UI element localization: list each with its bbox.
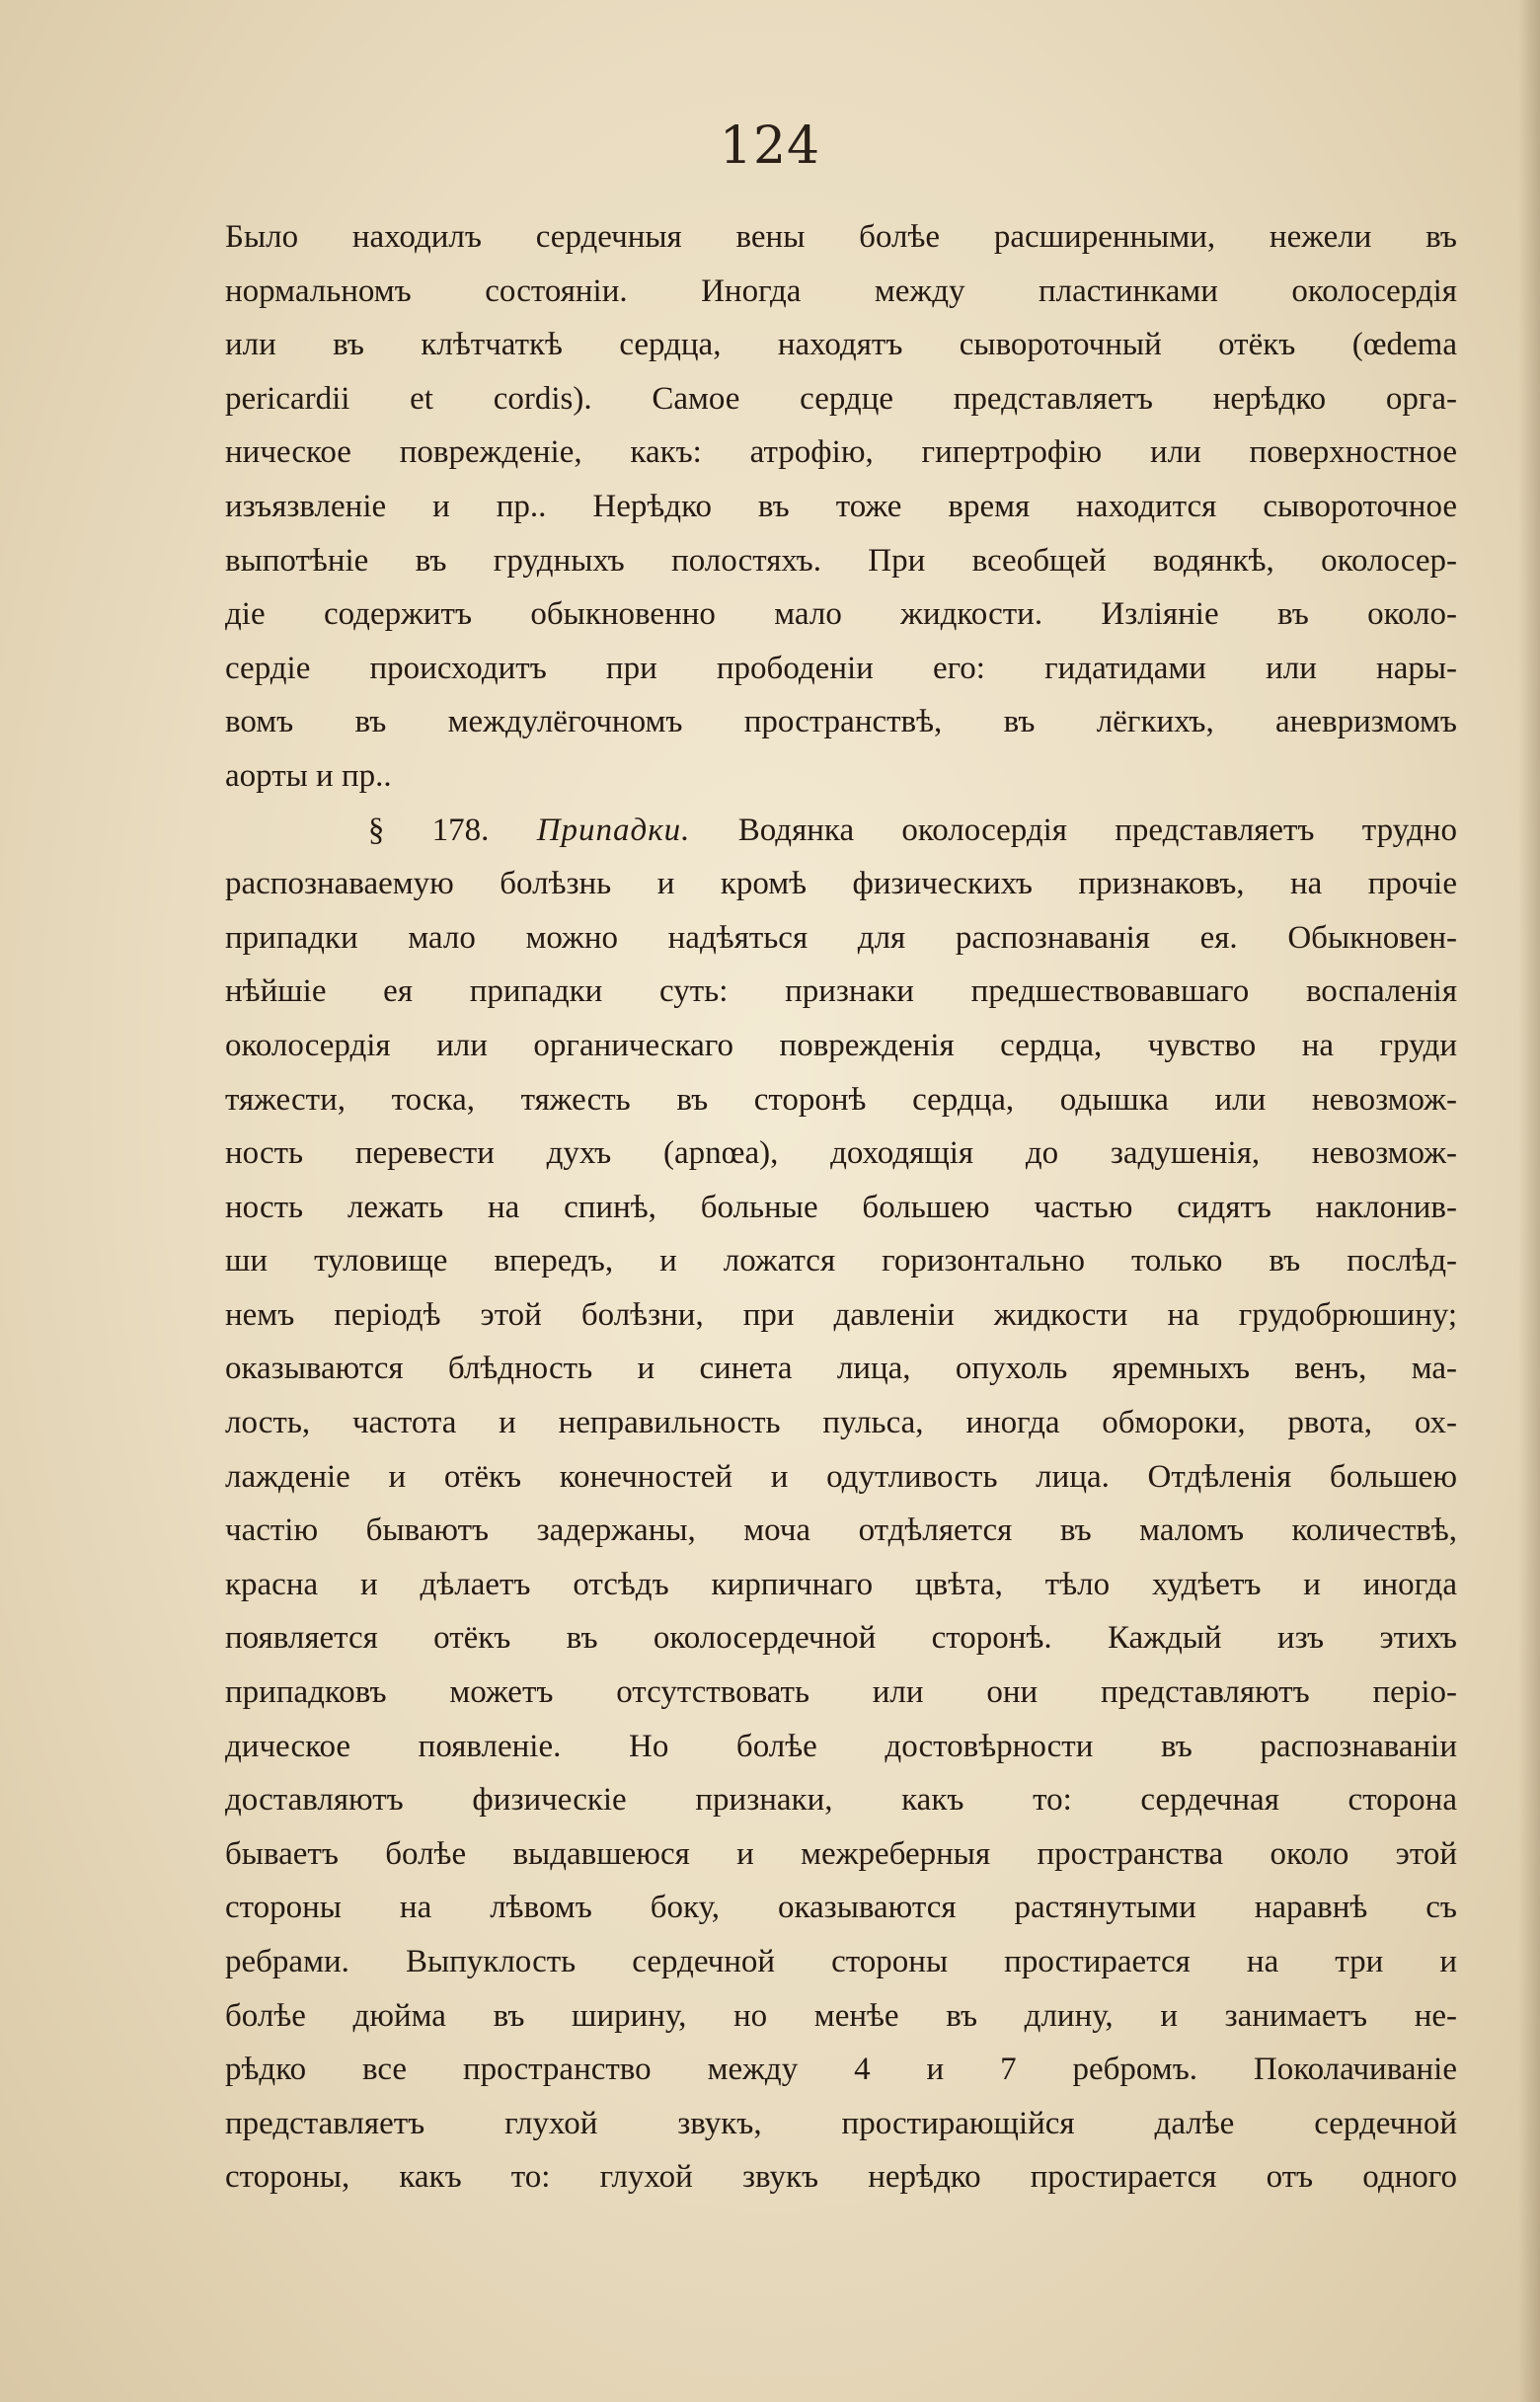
text-line: аорты и пр.. [225, 757, 392, 794]
text-line: стороны, какъ то: глухой звукъ нерѣдко простирается отъ одного [225, 2159, 1457, 2196]
text-line: изъязвленіе и пр.. Нерѣдко въ тоже время находится сывороточное [225, 488, 1457, 524]
text-line: ребрами. Выпуклость сердечной стороны простирается на три и [225, 1944, 1457, 1979]
body-text [225, 210, 1457, 2205]
text-line: нѣйшіе ея припадки суть: признаки предшествовавшаго воспаленія [225, 973, 1457, 1010]
page-number: 124 [719, 116, 821, 176]
text-line: выпотѣніе въ грудныхъ полостяхъ. При всеобщей водянкѣ, околосер- [225, 542, 1457, 579]
text-line: припадки мало можно надѣяться для распознаванія ея. Обыкновен- [225, 919, 1457, 956]
text-line: частію бываютъ задержаны, моча отдѣляется въ маломъ количествѣ, [225, 1512, 1457, 1549]
text-line: Было находилъ сердечныя вены болѣе расширенными, нежели въ [225, 219, 1457, 255]
text-line: доставляютъ физическіе признаки, какъ то: сердечная сторона [225, 1782, 1457, 1819]
text-line: припадковъ можетъ отсутствовать или они представляютъ періо- [225, 1674, 1457, 1711]
text-line: нормальномъ состояніи. Иногда между пластинками околосердія [225, 272, 1457, 309]
text-line: рѣдко все пространство между 4 и 7 ребромъ. Поколачиваніе [225, 2052, 1457, 2088]
text-line: тяжести, тоска, тяжесть въ сторонѣ сердца, одышка или невозмож- [225, 1081, 1457, 1118]
section-heading-line [225, 804, 1457, 858]
text-line: лажденіе и отёкъ конечностей и одутливость лица. Отдѣленія большею [225, 1458, 1457, 1495]
text-line: распознаваемую болѣзнь и кромѣ физическихъ признаковъ, на прочіе [225, 866, 1457, 902]
text-line: красна и дѣлаетъ отсѣдъ кирпичнаго цвѣта, тѣло худѣетъ и иногда [225, 1566, 1457, 1602]
section-first-line: Водянка околосердія представляетъ трудно [737, 812, 1457, 848]
text-line: лость, частота и неправильность пульса, иногда обмороки, рвота, ох- [225, 1405, 1457, 1441]
text-line: болѣе дюйма въ ширину, но менѣе въ длину, и занимаетъ не- [225, 1997, 1457, 2034]
text-line: ность перевести духъ (apnœa), доходящія до задушенія, невозмож- [225, 1135, 1457, 1172]
text-line: діе содержитъ обыкновенно мало жидкости. Изліяніе въ около- [225, 596, 1457, 633]
text-line: или въ клѣтчаткѣ сердца, находятъ сывороточный отёкъ (œdema [225, 327, 1457, 363]
text-line: немъ періодѣ этой болѣзни, при давленіи жидкости на грудобрюшину; [225, 1296, 1457, 1333]
text-line: околосердія или органическаго поврежденія сердца, чувство на груди [225, 1027, 1457, 1063]
text-line: представляетъ глухой звукъ, простирающійся далѣе сердечной [225, 2105, 1457, 2141]
text-line: бываетъ болѣе выдавшеюся и межреберныя пространства около этой [225, 1835, 1457, 1872]
text-line: дическое появленіе. Но болѣе достовѣрности въ распознаваніи [225, 1728, 1457, 1764]
text-line: оказываются блѣдность и синета лица, опухоль яремныхъ венъ, ма- [225, 1351, 1457, 1387]
text-line: ническое поврежденіе, какъ: атрофію, гипертрофію или поверхностное [225, 434, 1457, 471]
section-heading: Припадки. [536, 812, 691, 848]
text-line: ши туловище впередъ, и ложатся горизонтально только въ послѣд- [225, 1243, 1457, 1279]
text-line: сердіе происходитъ при прободеніи его: гидатидами или нары- [225, 650, 1457, 686]
page-edge-shadow [1518, 0, 1540, 2402]
text-line: ность лежать на спинѣ, больные большею частью сидятъ наклонив- [225, 1189, 1457, 1225]
text-line: появляется отёкъ въ околосердечной сторонѣ. Каждый изъ этихъ [225, 1620, 1457, 1657]
text-line: стороны на лѣвомъ боку, оказываются растянутыми наравнѣ съ [225, 1890, 1457, 1926]
text-line: вомъ въ междулёгочномъ пространствѣ, въ лёгкихъ, аневризмомъ [225, 704, 1457, 740]
text-line: pericardii et cordis). Самое сердце представляетъ нерѣдко орга- [225, 380, 1457, 417]
section-number: § 178. [367, 812, 490, 848]
